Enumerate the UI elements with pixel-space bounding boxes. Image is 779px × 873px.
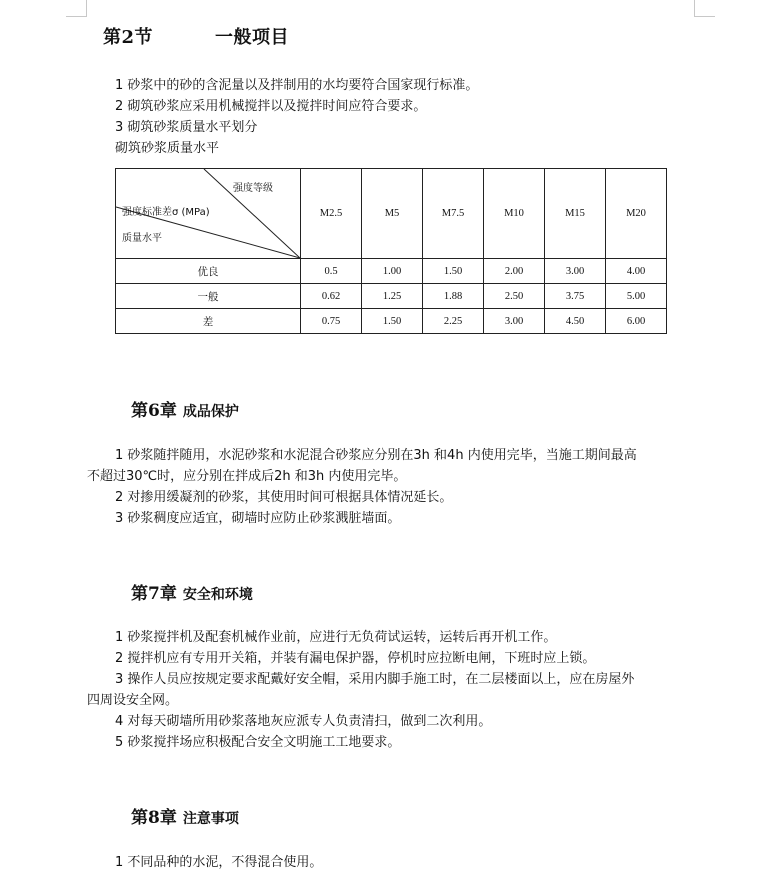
table-cell: 1.88	[423, 284, 484, 309]
chapter-7-line: 4 对每天砌墙所用砂浆落地灰应派专人负责清扫，做到二次利用。	[115, 714, 492, 729]
column-header: M15	[545, 169, 606, 259]
chapter-6-title: 成品保护	[182, 404, 239, 420]
table-row	[116, 309, 667, 334]
corner-quality-level: 质量水平	[122, 233, 162, 244]
chapter-7-line: 2 搅拌机应有专用开关箱，并装有漏电保护器，停机时应拉断电闸，下班时应上锁。	[115, 651, 596, 666]
table-cell: 4.00	[606, 259, 667, 284]
table-cell: 6.00	[606, 309, 667, 334]
table-cell: 0.75	[301, 309, 362, 334]
row-label: 差	[116, 309, 301, 334]
table-cell: 3.75	[545, 284, 606, 309]
section-title: 一般项目	[215, 27, 289, 48]
column-header: M2.5	[301, 169, 362, 259]
chapter-7-line: 四周设安全网。	[87, 693, 179, 708]
diagonal-header-cell	[116, 169, 301, 259]
section-number: 第2节	[103, 27, 154, 48]
table-cell: 1.50	[423, 259, 484, 284]
corner-strength-grade: 强度等级	[233, 183, 273, 194]
table-cell: 0.5	[301, 259, 362, 284]
general-item-1: 1 砂浆中的砂的含泥量以及拌制用的水均要符合国家现行标准。	[115, 78, 479, 93]
chapter-7-heading	[131, 579, 253, 604]
chapter-6-number: 第6章	[131, 401, 177, 421]
chapter-7-line: 3 操作人员应按规定要求配戴好安全帽，采用内脚手施工时，在二层楼面以上，应在房屋外	[115, 672, 635, 687]
table-cell: 2.25	[423, 309, 484, 334]
crop-mark-top-left	[66, 0, 87, 17]
chapter-7-line: 5 砂浆搅拌场应积极配合安全文明施工工地要求。	[115, 735, 401, 750]
table-cell: 1.50	[362, 309, 423, 334]
chapter-7-number: 第7章	[131, 584, 177, 604]
table-cell: 1.25	[362, 284, 423, 309]
chapter-6-line: 3 砂浆稠度应适宜，砌墙时应防止砂浆溅脏墙面。	[115, 511, 401, 526]
chapter-8-number: 第8章	[131, 808, 177, 828]
column-header: M7.5	[423, 169, 484, 259]
table-cell: 2.00	[484, 259, 545, 284]
chapter-6-line: 2 对掺用缓凝剂的砂浆，其使用时间可根据具体情况延长。	[115, 490, 453, 505]
mortar-quality-table	[115, 168, 667, 334]
chapter-6-line: 不超过30℃时，应分别在拌成后2h 和3h 内使用完毕。	[87, 469, 407, 484]
chapter-8-line: 1 不同品种的水泥，不得混合使用。	[115, 855, 323, 870]
chapter-7-title: 安全和环境	[182, 587, 253, 603]
table-caption: 砌筑砂浆质量水平	[115, 141, 220, 156]
corner-std-deviation: 强度标准差σ (MPa)	[122, 207, 210, 218]
chapter-8-title: 注意事项	[182, 811, 239, 827]
table-cell: 4.50	[545, 309, 606, 334]
table-row	[116, 259, 667, 284]
table-header-row	[116, 169, 667, 259]
table-row	[116, 284, 667, 309]
table-cell: 5.00	[606, 284, 667, 309]
row-label: 一般	[116, 284, 301, 309]
chapter-6-heading	[131, 396, 239, 421]
column-header: M10	[484, 169, 545, 259]
table-cell: 0.62	[301, 284, 362, 309]
table-cell: 3.00	[484, 309, 545, 334]
table-cell: 1.00	[362, 259, 423, 284]
crop-mark-top-right	[694, 0, 715, 17]
section-heading	[103, 23, 289, 49]
chapter-6-line: 1 砂浆随拌随用，水泥砂浆和水泥混合砂浆应分别在3h 和4h 内使用完毕，当施工期间最高	[115, 448, 637, 463]
general-item-2: 2 砌筑砂浆应采用机械搅拌以及搅拌时间应符合要求。	[115, 99, 427, 114]
row-label: 优良	[116, 259, 301, 284]
chapter-7-line: 1 砂浆搅拌机及配套机械作业前，应进行无负荷试运转，运转后再开机工作。	[115, 630, 557, 645]
chapter-8-heading	[131, 803, 239, 828]
column-header: M5	[362, 169, 423, 259]
table-cell: 2.50	[484, 284, 545, 309]
column-header: M20	[606, 169, 667, 259]
table-cell: 3.00	[545, 259, 606, 284]
general-item-3: 3 砌筑砂浆质量水平划分	[115, 120, 258, 135]
